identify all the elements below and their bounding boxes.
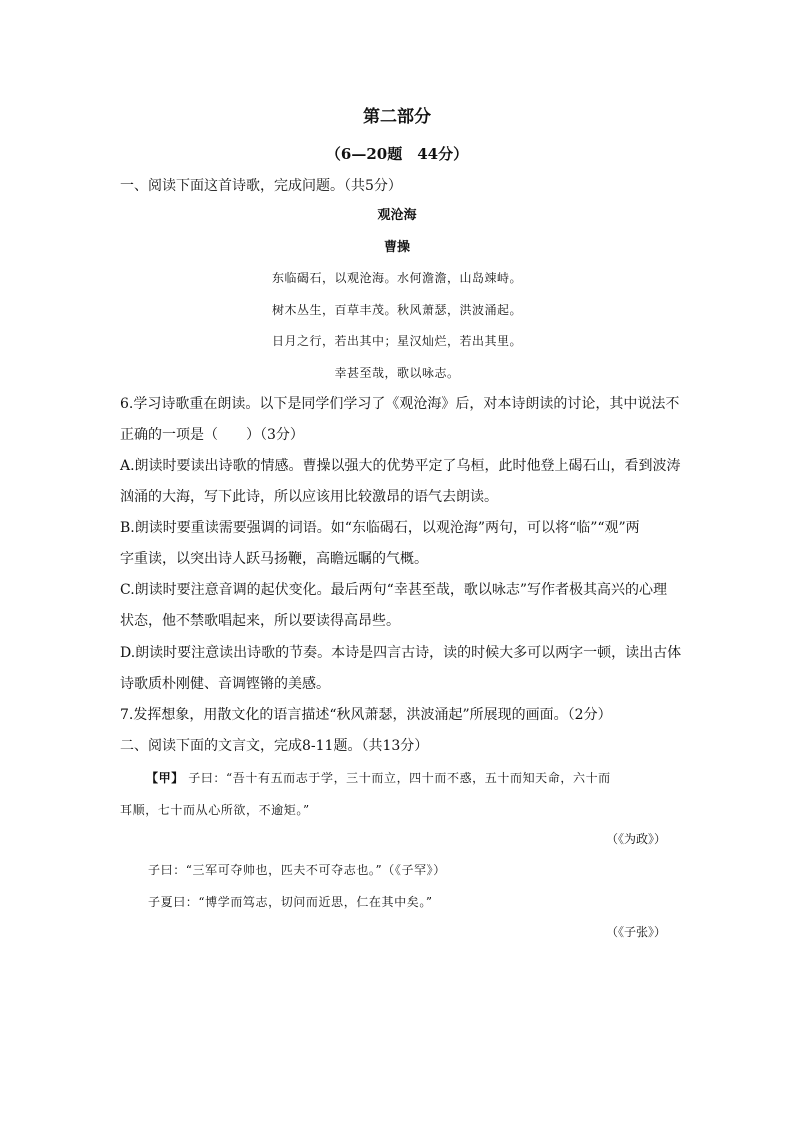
zihan-line: 子曰：“三军可夺帅也，匹夫不可夺志也。”（《子罕》） (148, 863, 446, 877)
q6-option-b: B.朗读时要重读需要强调的词语。如“东临碣石，以观沧海”两句，可以将“临”“观”两 (120, 520, 640, 536)
q6-option-c: C.朗读时要注意音调的起伏变化。最后两句“幸甚至哉，歌以咏志”写作者极其高兴的心理 (120, 582, 667, 598)
q7-stem: 7.发挥想象，用散文化的语言描述“秋风萧瑟，洪波涌起”所展现的画面。（2分） (120, 707, 612, 723)
part1-heading: 一、阅读下面这首诗歌，完成问题。（共5分） (120, 178, 402, 194)
jia-source: （《为政》） (605, 832, 666, 846)
poem-line: 东临碣石，以观沧海。水何澹澹，山岛竦峙。 (271, 271, 522, 285)
q6-option-b: 字重读，以突出诗人跃马扬鞭，高瞻远瞩的气概。 (120, 551, 428, 567)
poem-line: 幸甚至哉，歌以咏志。 (334, 366, 460, 380)
jia-text: 子曰：“吾十有五而志于学，三十而立，四十而不惑，五十而知天命，六十而 (188, 771, 611, 785)
poem-line: 日月之行，若出其中；星汉灿烂，若出其里。 (271, 334, 522, 348)
q6-option-c: 状态，他不禁歌唱起来，所以要读得高昂些。 (120, 613, 400, 629)
poem-title: 观沧海 (377, 208, 417, 223)
q6-stem: 6.学习诗歌重在朗读。以下是同学们学习了《观沧海》后，对本诗朗读的讨论，其中说法不 (120, 396, 680, 412)
q6-option-a: A.朗读时要读出诗歌的情感。曹操以强大的优势平定了乌桓，此时他登上碣石山，看到波涛 (120, 458, 681, 474)
jia-passage-line: 耳顺，七十而从心所欲，不逾矩。” (120, 803, 310, 817)
q6-stem: 正确的一项是（ ）（3分） (120, 427, 304, 443)
jia-mark: 【甲】 (146, 771, 184, 785)
poem-author: 曹操 (383, 240, 410, 255)
zizhang-source: （《子张》） (605, 925, 666, 939)
q6-option-a: 汹涌的大海，写下此诗，所以应该用比较激昂的语气去朗读。 (120, 489, 498, 505)
part2-heading: 二、阅读下面的文言文，完成8-11题。（共13分） (120, 738, 429, 754)
section-title: 第二部分 (363, 107, 431, 127)
q6-option-d: 诗歌质朴刚健、音调铿锵的美感。 (120, 676, 330, 692)
section-subtitle: （6—20题 44分） (325, 145, 469, 163)
q6-option-d: D.朗读时要注意读出诗歌的节奏。本诗是四言古诗，读的时候大多可以两字一顿，读出古体 (120, 645, 682, 661)
jia-passage-line (146, 768, 611, 788)
zixia-line: 子夏曰：“博学而笃志，切问而近思，仁在其中矣。” (148, 895, 433, 909)
poem-line: 树木丛生，百草丰茂。秋风萧瑟，洪波涌起。 (271, 303, 522, 317)
